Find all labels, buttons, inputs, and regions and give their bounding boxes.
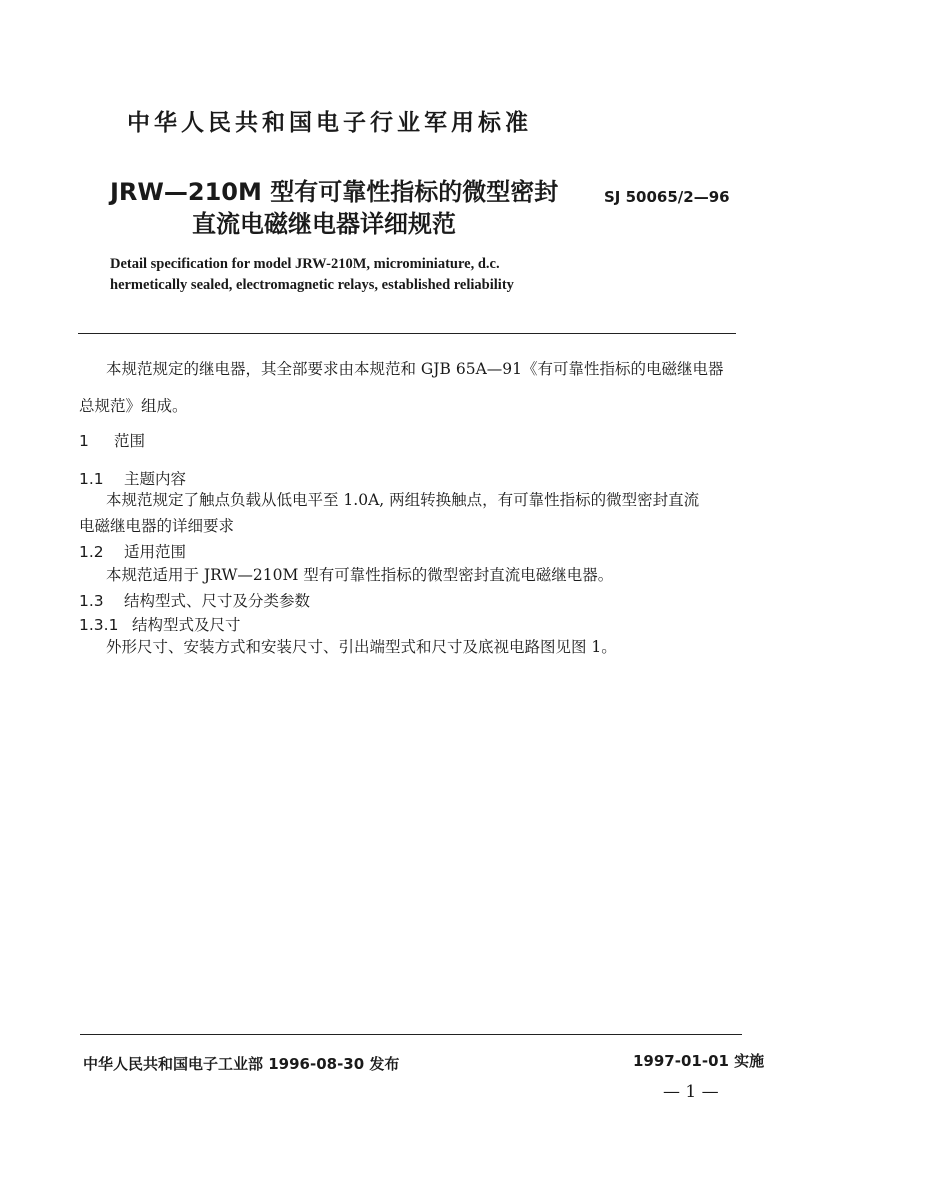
section-1-1-text-line2: 电磁继电器的详细要求 (79, 517, 235, 535)
section-number: 1.3 (79, 592, 104, 610)
effective-date: 1997-01-01 实施 (633, 1052, 765, 1070)
header-divider (78, 333, 736, 334)
issue-statement: 中华人民共和国电子工业部 1996-08-30 发布 (83, 1055, 400, 1073)
section-1-2-heading (79, 540, 186, 562)
section-title: 结构型式及尺寸 (131, 616, 241, 634)
section-number: 1 (79, 432, 89, 450)
section-1-3-1-heading (79, 613, 240, 635)
page-number: — 1 — (663, 1082, 719, 1102)
section-number: 1.1 (79, 470, 104, 488)
section-1-2-text: 本规范适用于 JRW—210M 型有可靠性指标的微型密封直流电磁继电器。 (106, 566, 614, 584)
document-title-line2: 直流电磁继电器详细规范 (192, 210, 456, 238)
english-title-line1: Detail specification for model JRW-210M, microminiature, d.c. (110, 256, 500, 272)
section-1-3-heading (79, 589, 310, 611)
intro-paragraph-line2: 总规范》组成。 (79, 397, 188, 415)
document-title-line1: JRW—210M 型有可靠性指标的微型密封 (110, 178, 559, 206)
standard-code: SJ 50065/2—96 (604, 188, 730, 206)
section-title: 适用范围 (123, 543, 186, 561)
section-title: 主题内容 (123, 470, 186, 488)
footer-divider (80, 1034, 742, 1035)
section-title: 结构型式、尺寸及分类参数 (123, 592, 310, 610)
section-1-1-text-line1: 本规范规定了触点负载从低电平至 1.0A, 两组转换触点，有可靠性指标的微型密封直流 (106, 491, 700, 509)
section-number: 1.2 (79, 543, 104, 561)
intro-paragraph-line1: 本规范规定的继电器，其全部要求由本规范和 GJB 65A—91《有可靠性指标的电磁继电器 (106, 360, 724, 378)
section-1-heading (79, 429, 145, 451)
section-1-1-heading (79, 467, 186, 489)
standard-category-heading: 中华人民共和国电子行业军用标准 (127, 110, 532, 136)
english-title-line2: hermetically sealed, electromagnetic relays, established reliability (110, 277, 514, 293)
section-title: 范围 (113, 432, 145, 450)
section-1-3-1-text: 外形尺寸、安装方式和安装尺寸、引出端型式和尺寸及底视电路图见图 1。 (106, 638, 617, 656)
section-number: 1.3.1 (79, 616, 119, 634)
